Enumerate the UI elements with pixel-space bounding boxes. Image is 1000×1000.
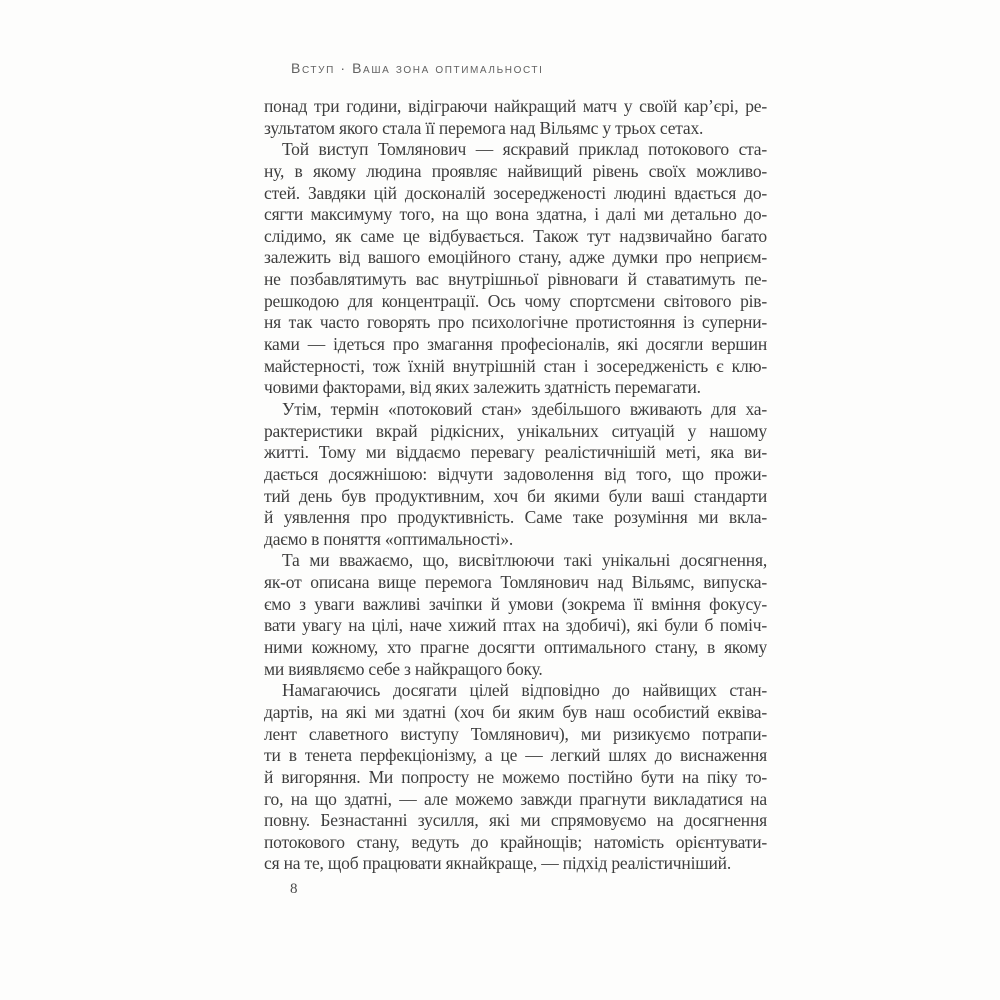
text-line: ти в тенета перфекціонізму, а це — легкий шлях до виснаження — [264, 745, 767, 766]
text-line: ми виявляємо себе з найкращого боку. — [264, 658, 543, 679]
text-line: сягти максимуму того, на що вона здатна, і далі ми детально до- — [264, 204, 767, 225]
running-header: Вступ · Ваша зона оптимальності — [291, 60, 544, 76]
text-line: даємо в поняття «оптимальності». — [264, 528, 514, 549]
text-line: ками — ідеться про змагання професіоналів, які досягли вершин — [264, 334, 767, 355]
text-line: Той виступ Томлянович — яскравий приклад потокового ста- — [282, 139, 767, 160]
text-line: човими факторами, від яких залежить здатність перемагати. — [264, 377, 701, 398]
text-line: не позбавлятимуть вас внутрішньої рівноваги й ставатимуть пе- — [264, 269, 767, 290]
text-line: й вигоряння. Ми попросту не можемо постійно бути на піку то- — [264, 766, 767, 787]
text-line: лент славетного виступу Томлянович), ми ризикуємо потрапи- — [264, 723, 767, 744]
text-line: зультатом якого стала її перемога над Вільямс у трьох сетах. — [264, 117, 704, 138]
text-line: дартів, на які ми здатні (хоч би яким був наш особистий еквіва- — [264, 701, 767, 722]
text-line: вати увагу на цілі, наче хижий птах на здобичі), які були б поміч- — [264, 615, 767, 636]
text-line: житті. Тому ми віддаємо перевагу реалістичнішій меті, яка ви- — [264, 442, 767, 463]
text-line: Та ми вважаємо, що, висвітлюючи такі унікальні досягнення, — [282, 550, 767, 571]
text-line: тий день був продуктивним, хоч би якими були ваші стандарти — [264, 485, 767, 506]
text-line: повну. Безнастанні зусилля, які ми спрямовуємо на досягнення — [264, 810, 767, 831]
text-line: ня так часто говорять про психологічне протистояння із суперни- — [264, 312, 767, 333]
text-line: як-от описана вище перемога Томлянович над Вільямс, випуска- — [264, 572, 767, 593]
text-line: залежить від вашого емоційного стану, адже думки про неприєм- — [264, 247, 767, 268]
text-line: потокового стану, ведуть до крайнощів; натомість орієнтувати- — [264, 831, 767, 852]
text-line: стей. Завдяки цій досконалій зосередженості людині вдається до- — [264, 182, 767, 203]
text-line: ся на те, щоб працювати якнайкраще, — підхід реалістичніший. — [264, 853, 732, 874]
text-line: Намагаючись досягати цілей відповідно до найвищих стан- — [282, 680, 767, 701]
text-line: ними кожному, хто прагне досягти оптимального стану, в якому — [264, 637, 767, 658]
text-line: ну, в якому людина проявляє найвищий рівень своїх можливо- — [264, 160, 767, 181]
text-line: й уявлення про продуктивність. Саме таке розуміння ми вкла- — [264, 507, 767, 528]
text-line: рактеристики вкрай рідкісних, унікальних ситуацій у нашому — [264, 420, 767, 441]
text-line: ємо з уваги важливі зачіпки й умови (зокрема її вміння фокусу- — [264, 593, 767, 614]
text-line: майстерності, тож їхній внутрішній стан і зосередженість є клю- — [264, 355, 767, 376]
text-line: понад три години, відіграючи найкращий матч у своїй кар’єрі, ре- — [264, 96, 767, 116]
body-text — [264, 96, 767, 875]
text-line: Утім, термін «потоковий стан» здебільшого вживають для ха- — [282, 398, 767, 419]
page-number: 8 — [290, 881, 298, 897]
text-line: слідимо, як саме це відбувається. Також тут надзвичайно багато — [264, 225, 767, 246]
text-line: решкодою для концентрації. Ось чому спортсмени світового рів- — [264, 290, 767, 311]
text-line: го, на що здатні, — але можемо завжди прагнути викладатися на — [264, 788, 767, 809]
text-line: дається досяжнішою: відчути задоволення від того, що прожи- — [264, 463, 767, 484]
